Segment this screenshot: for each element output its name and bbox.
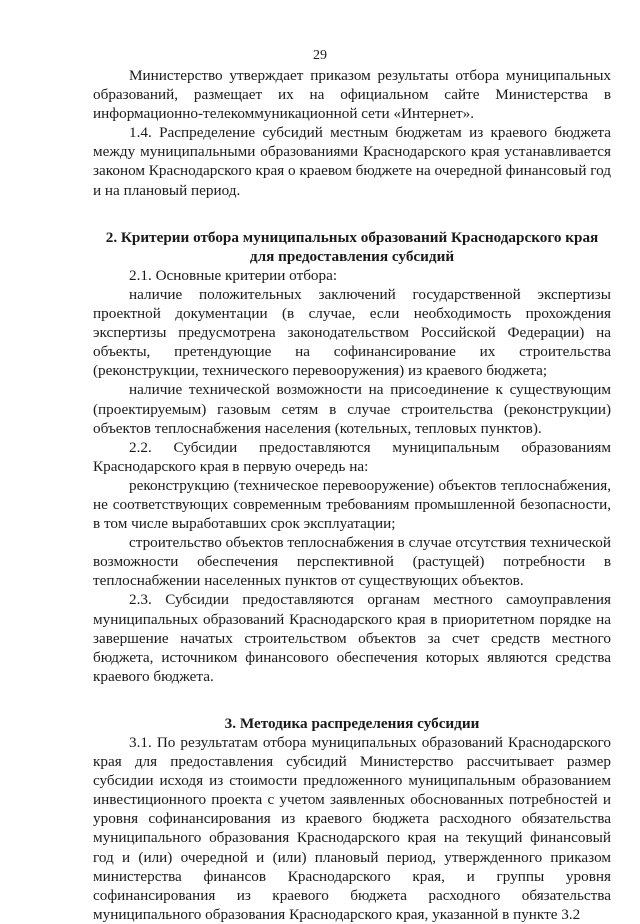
body-paragraph: 2.3. Субсидии предоставляются органам местного самоуправления муниципальных образований Краснодарского края в приоритетном порядке на завершение начатых строительством объектов за счет средств местного бюджета, источником финансового обеспечения которых являются средства краевого бюджета. bbox=[93, 591, 611, 685]
body-paragraph: реконструкцию (техническое перевооружение) объектов теплоснабжения, не соответствующих современным требованиям промышленной безопасности, в том числе выработавших срок эксплуатации; bbox=[93, 476, 611, 533]
section-3-heading: 3. Методика распределения субсидии bbox=[224, 714, 480, 732]
page-number: 29 bbox=[313, 48, 327, 63]
body-paragraph: 2.2. Субсидии предоставляются муниципальным образованиям Краснодарского края в первую очередь на: bbox=[93, 438, 611, 475]
body-paragraph: наличие положительных заключений государственной экспертизы проектной документации (в случае, если необходимость прохождения экспертизы предусмотрена законодательством Российской Федерации) на объекты, претендующие на софинансирование их строительства (реконструкции, технического перевооружения) из краевого бюджета; bbox=[93, 285, 611, 380]
section-2-heading: 2. Критерии отбора муниципальных образований Краснодарского края для предоставления субсидий bbox=[105, 228, 599, 265]
body-paragraph: наличие технической возможности на присоединение к существующим (проектируемым) газовым сетям в случае строительства (реконструкции) объектов теплоснабжения населения (котельных, тепловых пунктов). bbox=[93, 381, 611, 437]
body-paragraph: строительство объектов теплоснабжения в случае отсутствия технической возможности обеспечения перспективной (растущей) потребности в теплоснабжении населенных пунктов от существующих объектов. bbox=[93, 534, 611, 590]
body-paragraph: 1.4. Распределение субсидий местным бюджетам из краевого бюджета между муниципальными образованиями Краснодарского края устанавливается законом Краснодарского края о краевом бюджете на очередной финансовый год и на плановый период. bbox=[93, 124, 611, 199]
body-paragraph: 2.1. Основные критерии отбора: bbox=[129, 266, 338, 284]
body-paragraph: 3.1. По результатам отбора муниципальных образований Краснодарского края для предоставления субсидий Министерство рассчитывает размер субсидии исходя из стоимости предложенного муниципальным образованием инвестиционного проекта с учетом заявленных обоснованных потребностей и уровня софинансирования из краевого бюджета расходного обязательства муниципального образования Краснодарского края на текущий финансовый год и (или) очередной и (или) плановый период, утвержденного приказом министерства финансов Краснодарского края, и группы уровня софинансирования из краевого бюджета расходного обязательства муниципального образования Краснодарского края, указанной в пункте 3.2 bbox=[93, 734, 611, 923]
body-paragraph: Министерство утверждает приказом результаты отбора муниципальных образований, размещает их на официальном сайте Министерства в информационно-телекоммуникационной сети «Интернет». bbox=[93, 67, 611, 123]
page-body bbox=[93, 66, 611, 924]
